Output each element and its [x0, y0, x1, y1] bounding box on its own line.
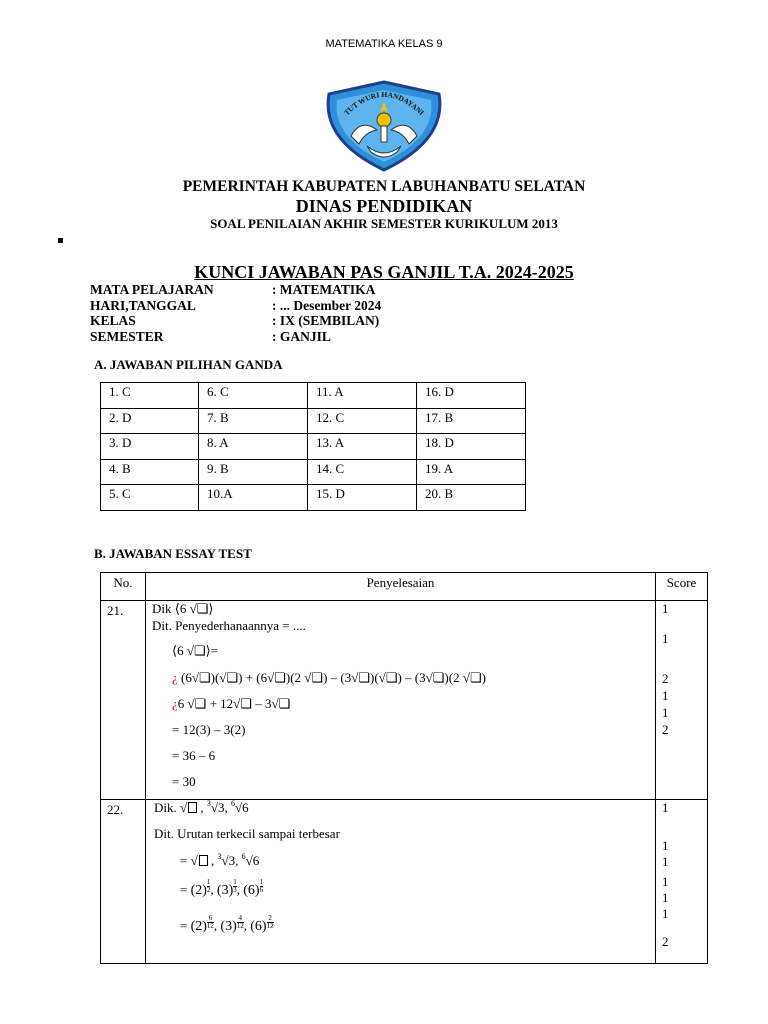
info-block [90, 282, 381, 344]
table-row [101, 800, 708, 964]
math-term: (2) [190, 919, 207, 934]
header-no: No. [101, 573, 146, 601]
info-value: : MATEMATIKA [272, 282, 376, 297]
table-header-row [101, 573, 708, 601]
info-label: HARI,TANGGAL [90, 297, 196, 313]
section-b-title: B. JAWABAN ESSAY TEST [94, 546, 252, 561]
score-value: 1 [662, 631, 669, 646]
root-index: 6 [241, 852, 246, 861]
answer-cell: 9. B [199, 459, 308, 485]
main-title: KUNCI JAWABAN PAS GANJIL T.A. 2024-2025 [194, 262, 574, 282]
table-row [101, 459, 526, 485]
math-term: (6) [243, 883, 260, 898]
root-index: 3 [206, 799, 211, 808]
score-value: 1 [662, 890, 669, 905]
info-label: MATA PELAJARAN [90, 282, 214, 297]
solution-21 [146, 601, 656, 800]
math-term: (2) [190, 883, 207, 898]
solution-text: (6√❏)(√❏) + (6√❏)(2 √❏) – (3√❏)(√❏) – (3√❏)(2 √❏) [181, 670, 486, 685]
score-value: 2 [662, 722, 669, 737]
solution-line: Dit. Urutan terkecil sampai terbesar [154, 826, 340, 841]
answer-cell: 6. C [199, 383, 308, 409]
answer-cell: 2. D [101, 408, 199, 434]
svg-text:TUT WURI HANDAYANI: TUT WURI HANDAYANI [342, 89, 426, 118]
root-index: 6 [231, 799, 236, 808]
answer-cell: 13. A [308, 434, 417, 460]
exponent-fraction: $\frac{1}{2}$ [206, 877, 211, 894]
root-index: 3 [217, 852, 222, 861]
score-value: 1 [662, 854, 669, 869]
question-number: 21. [101, 601, 146, 800]
solution-line: Dik. √ , $^3$√3, $^6$√6 [154, 799, 249, 815]
solution-line: ⟨6 √❏⟩= [172, 643, 219, 658]
answer-cell: 20. B [417, 485, 526, 511]
score-value: 1 [662, 800, 669, 815]
title-line-1: PEMERINTAH KABUPATEN LABUHANBATU SELATAN [182, 178, 586, 195]
bullet-mark [58, 238, 63, 243]
answer-cell: 19. A [417, 459, 526, 485]
tut-wuri-handayani-logo [321, 80, 447, 172]
score-value: 1 [662, 838, 669, 853]
score-value: 1 [662, 906, 669, 921]
solution-line: = (2) $\frac{1}{2}$ , (3) $\frac{1}{3}$ , (6) $\frac{1}{6}$ [180, 877, 264, 898]
score-21 [656, 601, 708, 800]
solution-line: = 12(3) – 3(2) [172, 722, 246, 737]
answer-cell: 18. D [417, 434, 526, 460]
table-row [101, 601, 708, 800]
answer-cell: 15. D [308, 485, 417, 511]
exponent-fraction: $\frac{1}{6}$ [259, 877, 264, 894]
answer-cell: 12. C [308, 408, 417, 434]
answer-cell: 7. B [199, 408, 308, 434]
info-row [90, 329, 381, 345]
math-term: (3) [216, 883, 234, 898]
answer-cell: 14. C [308, 459, 417, 485]
solution-line [172, 670, 486, 686]
table-row [101, 383, 526, 409]
answer-cell: 10.A [199, 485, 308, 511]
table-row [101, 408, 526, 434]
header-solution: Penyelesaian [146, 573, 656, 601]
exponent-fraction: $\frac{2}{12}$ [266, 913, 274, 930]
essay-table [100, 572, 708, 964]
question-mark-glyph: ¿ [172, 696, 178, 711]
solution-line: Dit. Penyederhanaannya = .... [152, 618, 306, 633]
solution-line: Dik ⟨6 √❏⟩ [152, 601, 214, 616]
score-value: 2 [662, 934, 669, 949]
solution-line: = (2) $\frac{6}{12}$ , (3) $\frac{4}{12}$ , (6) $\frac{2}{12}$ [180, 913, 274, 934]
table-row [101, 485, 526, 511]
info-label: KELAS [90, 313, 136, 328]
solution-22 [146, 800, 656, 964]
solution-line: = √ , $^3$√3, $^6$√6 [180, 852, 260, 868]
solution-text: = [180, 918, 188, 933]
solution-text: Dik. [154, 800, 177, 815]
math-term: (3) [220, 919, 237, 934]
answer-cell: 3. D [101, 434, 199, 460]
title-line-2: DINAS PENDIDIKAN [295, 196, 473, 216]
solution-text: = [180, 853, 188, 868]
answer-cell: 4. B [101, 459, 199, 485]
header-score: Score [656, 573, 708, 601]
running-header: MATEMATIKA KELAS 9 [325, 38, 443, 50]
info-value: : ... Desember 2024 [272, 297, 382, 313]
answer-cell: 11. A [308, 383, 417, 409]
answer-cell: 17. B [417, 408, 526, 434]
info-row [90, 282, 381, 298]
info-value: : GANJIL [272, 328, 331, 344]
solution-text: 6 √❏ + 12√❏ – 3√❏ [177, 696, 291, 711]
answer-cell: 16. D [417, 383, 526, 409]
section-a-title: A. JAWABAN PILIHAN GANDA [94, 357, 283, 372]
score-value: 1 [662, 601, 669, 616]
answer-cell: 8. A [199, 434, 308, 460]
info-row [90, 313, 381, 329]
info-value: : IX (SEMBILAN) [272, 313, 380, 328]
score-value: 1 [662, 688, 669, 703]
score-value: 2 [662, 671, 669, 686]
exponent-fraction: $\frac{6}{12}$ [206, 913, 214, 930]
score-22 [656, 800, 708, 964]
answer-cell: 5. C [101, 485, 199, 511]
score-value: 1 [662, 705, 669, 720]
table-row [101, 434, 526, 460]
question-number: 22. [101, 800, 146, 964]
info-row [90, 298, 381, 314]
placeholder-box [199, 855, 208, 866]
solution-line: = 30 [172, 774, 196, 789]
exponent-fraction: $\frac{1}{3}$ [233, 877, 237, 894]
answer-cell: 1. C [101, 383, 199, 409]
solution-line [172, 696, 290, 712]
score-value: 1 [662, 874, 669, 889]
question-mark-glyph: ¿ [172, 670, 178, 685]
multiple-choice-table [100, 382, 526, 511]
info-label: SEMESTER [90, 328, 164, 344]
solution-text: = [180, 882, 188, 897]
solution-line: = 36 – 6 [172, 748, 216, 763]
title-line-3: SOAL PENILAIAN AKHIR SEMESTER KURIKULUM 2013 [210, 216, 558, 231]
exponent-fraction: $\frac{4}{12}$ [236, 913, 244, 930]
math-term: (6) [250, 919, 267, 934]
placeholder-box [188, 802, 197, 813]
